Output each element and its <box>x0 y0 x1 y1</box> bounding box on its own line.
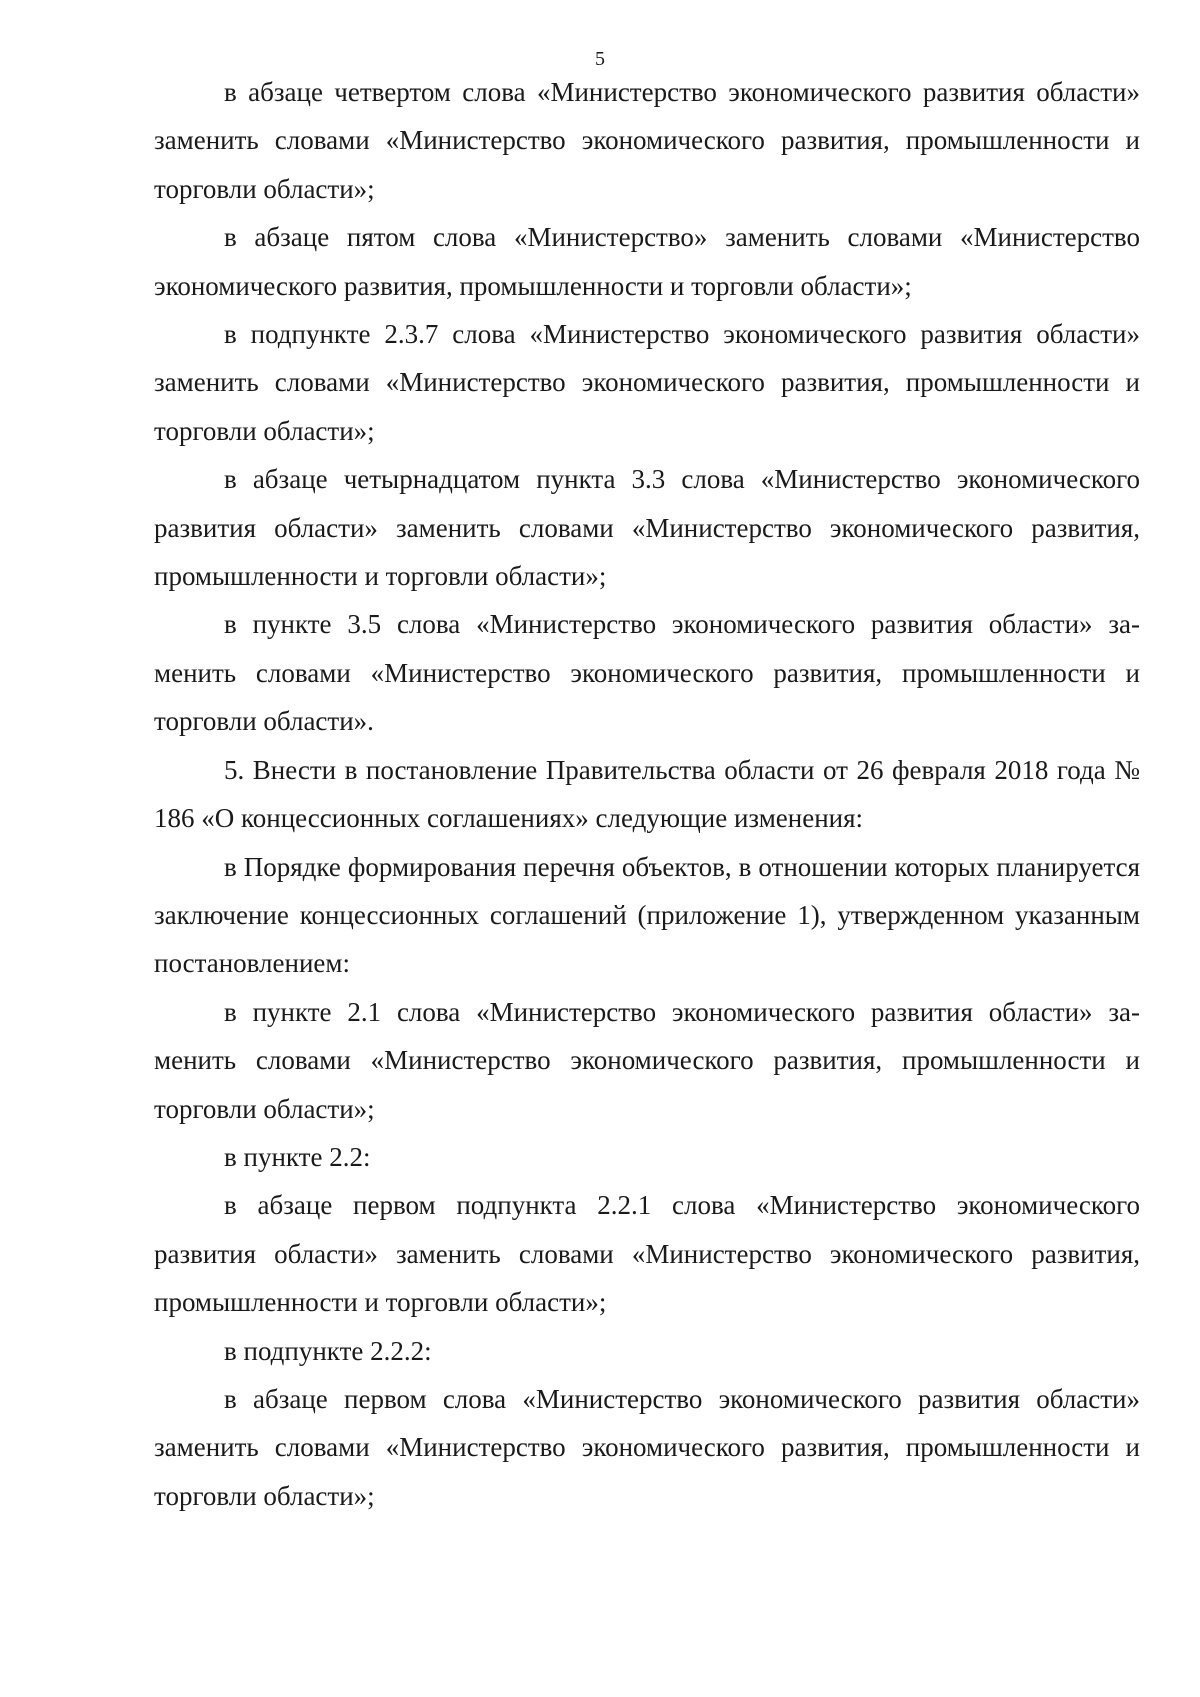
paragraph: в пункте 2.2: <box>224 1141 371 1172</box>
document-body <box>154 68 1140 1520</box>
page-number: 5 <box>595 48 605 70</box>
paragraph: в абзаце пятом слова «Министерство» заменить словами «Министерство экономического развития, промышленности и торговли области»; <box>154 222 1140 301</box>
paragraph: в абзаце четырнадцатом пункта 3.3 слова «Министерство экономического развития области» заменить словами «Министерство экономического развития, промышленности и торговли области»; <box>154 464 1140 592</box>
paragraph: в пункте 3.5 слова «Министерство экономического развития области» заменить словами «Министерство экономического развития, промышленности и торговли области». <box>154 609 1140 737</box>
paragraph: в абзаце первом слова «Министерство экономического развития области» заменить словами «Министерство экономического развития, промышленности и торговли области»; <box>154 1383 1140 1511</box>
paragraph: 5. Внести в постановление Правительства области от 26 февраля 2018 года № 186 «О концессионных соглашениях» следующие изменения: <box>154 754 1140 834</box>
paragraph: в подпункте 2.2.2: <box>224 1335 432 1366</box>
paragraph: в абзаце четвертом слова «Министерство экономического развития области» заменить словами «Министерство экономического развития, промышленности и торговли области»; <box>154 77 1140 204</box>
paragraph: в абзаце первом подпункта 2.2.1 слова «Министерство экономического развития области» заменить словами «Министерство экономического развития, промышленности и торговли области»; <box>154 1190 1140 1318</box>
paragraph: в пункте 2.1 слова «Министерство экономического развития области» заменить словами «Министерство экономического развития, промышленности и торговли области»; <box>154 996 1140 1124</box>
paragraph: в подпункте 2.3.7 слова «Министерство экономического развития области» заменить словами «Министерство экономического развития, промышленности и торговли области»; <box>154 319 1140 446</box>
paragraph: в Порядке формирования перечня объектов, в отношении которых планируется заключение концессионных соглашений (приложение 1), утвержденном указанным постановлением: <box>154 851 1140 979</box>
